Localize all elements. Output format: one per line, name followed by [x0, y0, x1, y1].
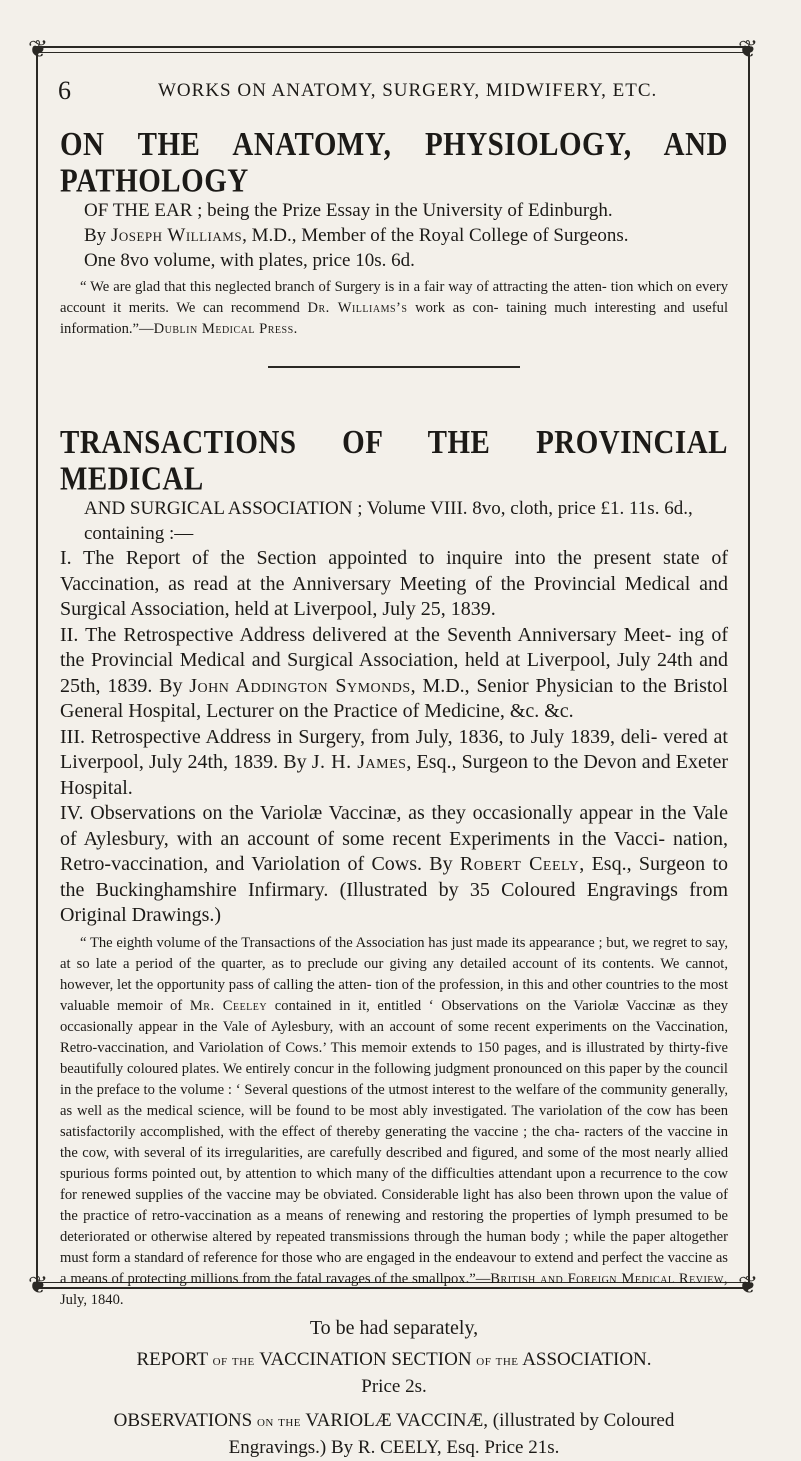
page-content [60, 126, 728, 1461]
page-header [58, 76, 738, 106]
separate-offers [60, 1315, 728, 1461]
book-subtitle: AND SURGICAL ASSOCIATION ; Volume VIII. 8vo, cloth, price £1. 11s. 6d., containing :— [84, 498, 693, 544]
offer-observations: OBSERVATIONS on the VARIOLÆ VACCINÆ, (illustrated by Coloured [113, 1409, 675, 1431]
book-review: “ The eighth volume of the Transactions of the Association has just made its appearance ; but, we regret to say, at so late a period of the quarter, as to preclude our giving any detailed account of its contents. We cannot, however, let the opportunity pass of calling the atten- tion of the profession, in this and other countries to the most valuable memoir of Mr. Ceeley contained in it, entitled ‘ Observations on the Variolæ Vaccinæ as they occasionally appear in the Vale of Aylesbury, with an account of some recent experiments on the Vaccination, Retro-vaccination, and Variolation of Cows.’ This memoir extends to 150 pages, and is illustrated by thirty-five beautifully coloured plates. We entirely concur in the following judgment pronounced on this paper by the council in the preface to the volume : ‘ Several questions of the utmost interest to the welfare of the community generally, as well as the medical science, will be found to be most ably investigated. The variolation of the cow has been satisfactorily accomplished, with the effect of thereby generating the vaccine ; the cha- racters of the vaccine in the cow, with several of its irregularities, are carefully described and figured, and some of the most nearly allied spurious forms pointed out, by attention to which many of the difficulties attendant upon a recurrence to the cow for renewed supplies of the vaccine may be obviated. Considerable light has also been thrown upon the value of the practice of retro-vaccination as a means of renewing and restoring the properties of lymph presumed to be deteriorated or otherwise altered by repeated transmissions through the human body ; while the paper altogether must form a standard of reference for those who are engaged in the endeavour to extend and perfect the vaccine as a means of protecting millions from the fatal ravages of the smallpox.”—British and Foreign Medical Review, July, 1840. [60, 934, 728, 1308]
separately-heading: To be had separately, [309, 1316, 479, 1339]
book-entry-ear [60, 126, 728, 368]
page-number: 6 [58, 76, 71, 105]
contents-item-2: II. The Retrospective Address delivered at the Seventh Anniversary Meet- ing of the Provincial Medical and Surgical Association, held at Liverpool, July 24th and 25th, 1839. By John Addington Symonds, M.D., Senior Physician to the Bristol General Hospital, Lecturer on the Practice of Medicine, &c. &c. [60, 623, 728, 722]
offer-report: REPORT of the VACCINATION SECTION of the ASSOCIATION. [136, 1348, 652, 1370]
book-author: By Joseph Williams, M.D., Member of the Royal College of Surgeons. [84, 225, 629, 246]
book-title: ON THE ANATOMY, PHYSIOLOGY, AND PATHOLOGY [60, 126, 728, 200]
section-divider [268, 366, 520, 368]
book-title: TRANSACTIONS OF THE PROVINCIAL MEDICAL [60, 424, 728, 498]
running-head: WORKS ON ANATOMY, SURGERY, MIDWIFERY, ETC. [158, 80, 658, 101]
ornament-icon: ❦ [27, 37, 49, 63]
ornament-icon: ❦ [737, 37, 759, 63]
ornament-icon: ❦ [27, 1273, 49, 1299]
contents-item-1: I. The Report of the Section appointed to inquire into the present state of Vaccination, as read at the Anniversary Meeting of the Provincial Medical and Surgical Association, held at Liverpool, July 25, 1839. [60, 547, 728, 620]
book-subtitle: OF THE EAR ; being the Prize Essay in the University of Edinburgh. [84, 200, 613, 221]
offer-observations-price: Engravings.) By R. CEELY, Esq. Price 21s. [228, 1436, 560, 1458]
book-entry-transactions [60, 424, 728, 1311]
book-review: “ We are glad that this neglected branch of Surgery is in a fair way of attracting the atten- tion which on every account it merits. We can recommend Dr. Williams’s work as con- taining much interesting and useful information.”—Dublin Medical Press. [60, 279, 728, 337]
contents-item-3: III. Retrospective Address in Surgery, from July, 1836, to July 1839, deli- vered at Liverpool, July 24th, 1839. By J. H. James, Esq., Surgeon to the Devon and Exeter Hospital. [60, 725, 728, 799]
contents-item-4: IV. Observations on the Variolæ Vaccinæ, as they occasionally appear in the Vale of Aylesbury, with an account of some recent Experiments in the Vacci- nation, Retro-vaccination, and Variolation of Cows. By Robert Ceely, Esq., Surgeon to the Buckinghamshire Infirmary. (Illustrated by 35 Coloured Engravings from Original Drawings.) [60, 802, 728, 926]
ornament-icon: ❦ [737, 1273, 759, 1299]
offer-report-price: Price 2s. [361, 1375, 427, 1397]
book-details: One 8vo volume, with plates, price 10s. 6d. [84, 250, 415, 271]
